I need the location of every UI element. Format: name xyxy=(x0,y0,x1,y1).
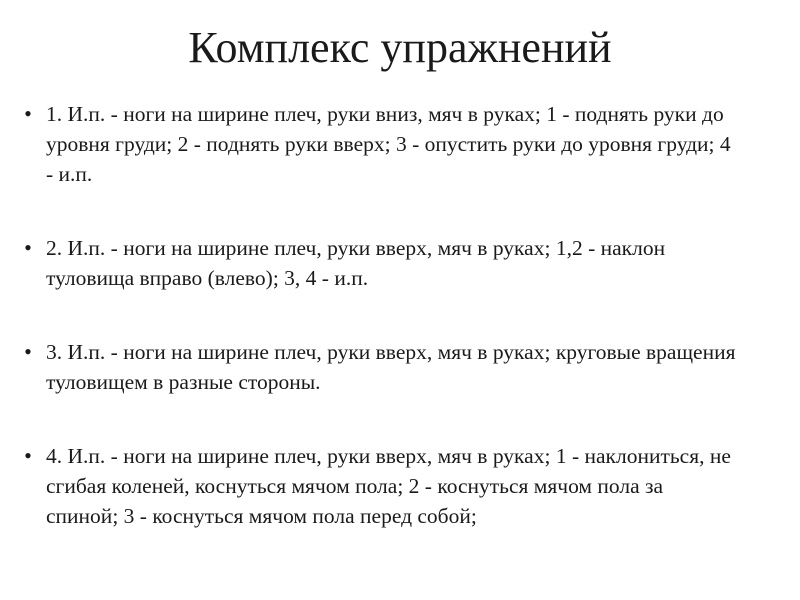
exercise-list xyxy=(20,99,740,575)
list-item xyxy=(20,233,740,293)
bullet-icon: • xyxy=(24,235,32,260)
list-item xyxy=(20,99,740,189)
exercise-text: 2. И.п. - ноги на ширине плеч, руки вверх, мяч в руках; 1,2 - наклон туловища вправо (влево); 3, 4 - и.п. xyxy=(46,236,666,290)
exercise-text: 1. И.п. - ноги на ширине плеч, руки вниз, мяч в руках; 1 - поднять руки до уровня груди; 2 - поднять руки вверх; 3 - опустить руки до уровня груди; 4 - и.п. xyxy=(46,102,731,186)
exercise-text: 3. И.п. - ноги на ширине плеч, руки вверх, мяч в руках; круговые вращения туловищем в разные стороны. xyxy=(46,340,736,394)
bullet-icon: • xyxy=(24,443,32,468)
exercise-text: 4. И.п. - ноги на ширине плеч, руки вверх, мяч в руках; 1 - наклониться, не сгибая коленей, коснуться мячом пола; 2 - коснуться мячом пола за спиной; 3 - коснуться мячом пола перед собой; xyxy=(46,444,731,528)
list-item xyxy=(20,337,740,397)
bullet-icon: • xyxy=(24,101,32,126)
slide-title: Комплекс упражнений xyxy=(188,23,612,72)
list-item xyxy=(20,441,740,531)
bullet-icon: • xyxy=(24,339,32,364)
